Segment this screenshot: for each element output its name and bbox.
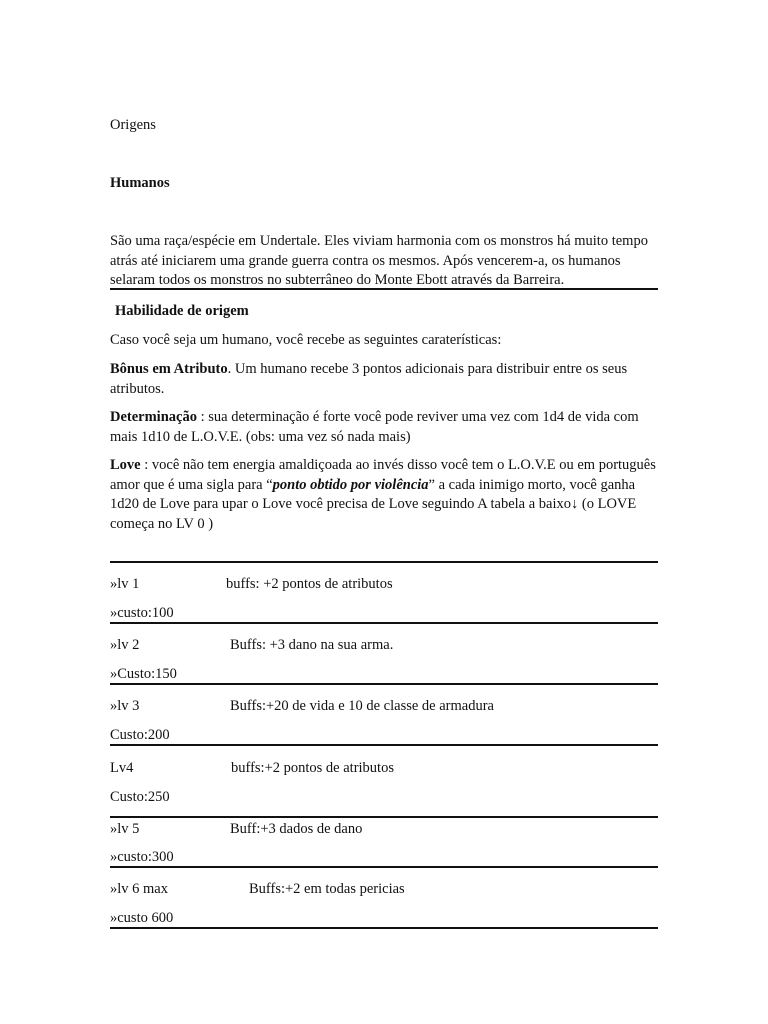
intro-paragraph: São uma raça/espécie em Undertale. Eles viviam harmonia com os monstros há muito tempo atrás até iniciarem uma grande guerra contra os mesmos. Após vencerem-a, os humanos selaram todos os monstros no subterrâneo do Monte Ebott através da Barreira. (110, 233, 648, 288)
level-buff: Buffs:+20 de vida e 10 de classe de armadura (230, 698, 494, 714)
table-rule (110, 744, 658, 746)
trait-text: ” a cada inimigo morto, você ganha 1d20 de Love para upar o Love você precisa de Love seguindo A tabela a baixo↓ (o LOVE começa no LV 0 ) (110, 476, 637, 532)
table-rule (110, 927, 658, 929)
trait-name: Love (110, 457, 141, 473)
level-label: »lv 5 (110, 821, 140, 837)
document-heading: Origens (110, 117, 156, 133)
level-buff: Buffs: +3 dano na sua arma. (230, 637, 394, 653)
trait-emphasis: ponto obtido por violência (272, 476, 429, 493)
level-cost: Custo:200 (110, 727, 170, 743)
ability-intro: Caso você seja um humano, você recebe as seguintes caraterísticas: (110, 332, 502, 348)
level-cost: »custo 600 (110, 910, 174, 926)
level-label: »lv 6 max (110, 881, 168, 897)
trait-determinacao (110, 408, 658, 447)
table-rule (110, 866, 658, 868)
table-rule (110, 683, 658, 685)
trait-bonus-atributo (110, 360, 658, 399)
trait-text: : você não tem energia amaldiçoada ao invés disso você tem o L.O.V.E ou em português amor que é uma sigla para “ (110, 457, 656, 493)
level-cost: »Custo:150 (110, 666, 177, 682)
trait-text: : sua determinação é forte você pode reviver uma vez com 1d4 de vida com mais 1d10 de L.O.V.E. (obs: uma vez só nada mais) (110, 409, 639, 445)
level-cost: »custo:300 (110, 849, 174, 865)
level-buff: buffs:+2 pontos de atributos (231, 760, 394, 776)
ability-title: Habilidade de origem (115, 303, 249, 319)
table-rule (110, 561, 658, 563)
trait-name: Bônus em Atributo (110, 361, 228, 377)
level-cost: Custo:250 (110, 789, 170, 805)
section-title: Humanos (110, 175, 170, 191)
level-buff: Buffs:+2 em todas pericias (249, 881, 405, 897)
level-label: »lv 3 (110, 698, 140, 714)
table-rule (110, 622, 658, 624)
level-label: Lv4 (110, 760, 134, 776)
level-label: »lv 2 (110, 637, 140, 653)
level-label: »lv 1 (110, 576, 140, 592)
trait-love (110, 456, 658, 534)
trait-name: Determinação (110, 409, 197, 425)
trait-text: . Um humano recebe 3 pontos adicionais para distribuir entre os seus atributos. (110, 361, 628, 397)
level-buff: buffs: +2 pontos de atributos (226, 576, 393, 592)
table-rule (110, 816, 658, 818)
level-buff: Buff:+3 dados de dano (230, 821, 363, 837)
divider-rule (110, 288, 658, 290)
level-cost: »custo:100 (110, 605, 174, 621)
